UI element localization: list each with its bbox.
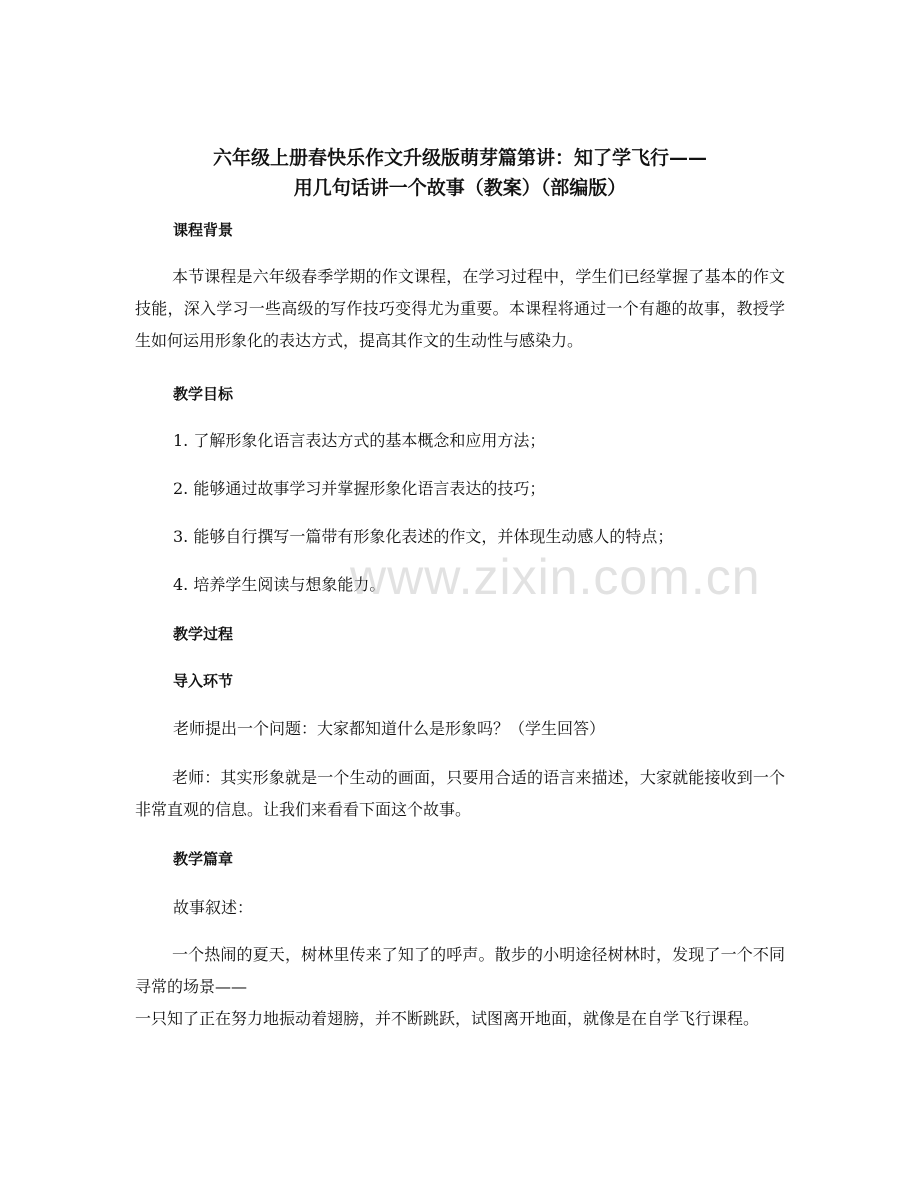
heading-intro-section: 导入环节: [173, 672, 234, 690]
intro-question-line: 老师提出一个问题：大家都知道什么是形象吗？（学生回答）: [173, 719, 606, 738]
title-line-1: 六年级上册春快乐作文升级版萌芽篇第讲：知了学飞行——: [212, 147, 707, 169]
heading-teaching-goals: 教学目标: [173, 385, 234, 403]
goal-item-3: 3. 能够自行撰写一篇带有形象化表述的作文，并体现生动感人的特点；: [173, 527, 674, 546]
paragraph-story-part-1: 一个热闹的夏天，树林里传来了知了的呼声。散步的小明途径树林时，发现了一个不同寻常的场景——: [135, 945, 785, 996]
heading-teaching-process: 教学过程: [173, 625, 234, 643]
title-line-2: 用几句话讲一个故事（教案）（部编版）: [293, 177, 627, 199]
paragraph-story-part-2: 一只知了正在努力地振动着翅膀，并不断跳跃，试图离开地面，就像是在自学飞行课程。: [135, 1009, 760, 1028]
heading-teaching-chapter: 教学篇章: [173, 850, 234, 868]
document-title: [120, 143, 800, 203]
story-label: 故事叙述：: [173, 898, 254, 917]
goal-item-4: 4. 培养学生阅读与想象能力。: [173, 575, 386, 594]
heading-course-background: 课程背景: [173, 221, 234, 239]
goal-item-1: 1. 了解形象化语言表达方式的基本概念和应用方法；: [173, 431, 546, 450]
watermark-text: www.zixin.com.cn: [350, 549, 761, 605]
goal-item-2: 2. 能够通过故事学习并掌握形象化语言表达的技巧；: [173, 479, 546, 498]
paragraph-teacher-explanation: 老师：其实形象就是一个生动的画面，只要用合适的语言来描述，大家就能接收到一个非常直观的信息。让我们来看看下面这个故事。: [135, 768, 785, 819]
paragraph-course-background: 本节课程是六年级春季学期的作文课程，在学习过程中，学生们已经掌握了基本的作文技能，深入学习一些高级的写作技巧变得尤为重要。本课程将通过一个有趣的故事，教授学生如何运用形象化的表达方式，提高其作文的生动性与感染力。: [135, 267, 785, 350]
